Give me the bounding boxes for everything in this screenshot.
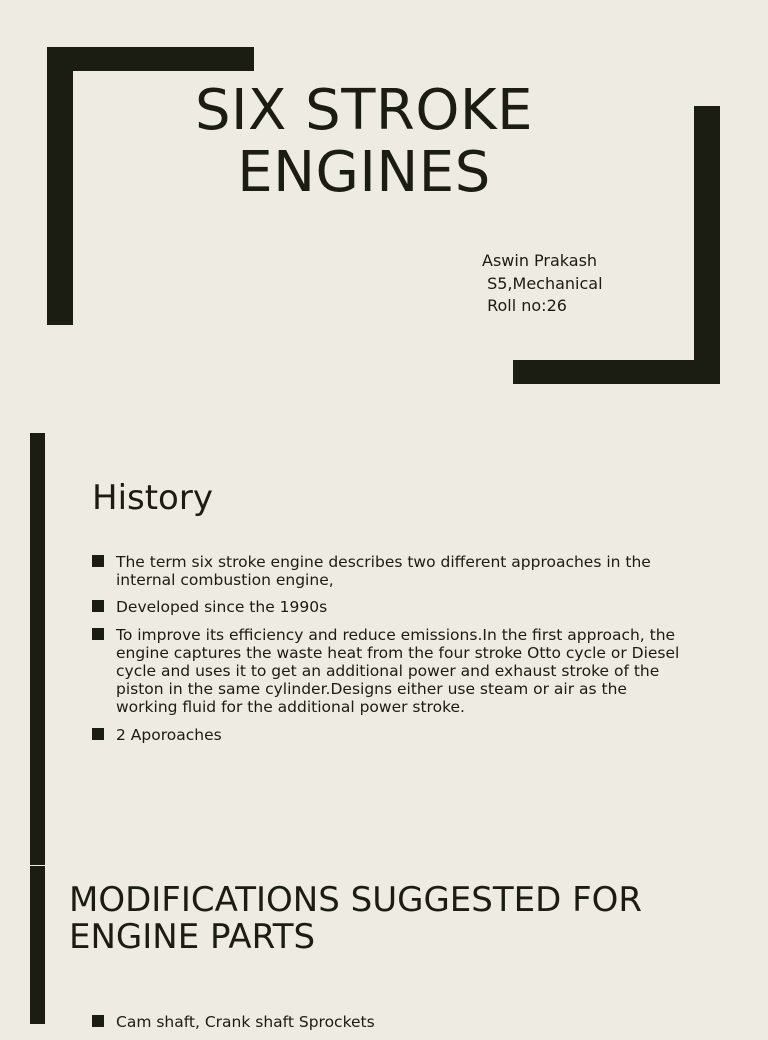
square-bullet-icon: [92, 1015, 104, 1027]
bullet-text: Cam shaft, Crank shaft Sprockets: [116, 1013, 375, 1031]
square-bullet-icon: [92, 555, 104, 567]
slide-title: [134, 80, 594, 204]
list-item: [92, 553, 682, 589]
list-item: [92, 726, 682, 744]
list-item: [92, 1013, 682, 1031]
frame-bottom-bar: [513, 360, 720, 384]
square-bullet-icon: [92, 728, 104, 740]
modifications-bullet-list: [92, 1013, 682, 1040]
title-line-1: SIX STROKE: [194, 78, 534, 143]
history-bullet-list: [92, 553, 682, 753]
author-roll: Roll no:26: [482, 296, 567, 315]
square-bullet-icon: [92, 600, 104, 612]
list-item: [92, 626, 682, 717]
bullet-text: To improve its efficiency and reduce emissions.In the first approach, the engine captures the waste heat from the four stroke Otto cycle or Diesel cycle and uses it to get an additional power and exhaust stroke of the piston in the same cylinder.Designs either use steam or air as the working fluid for the additional power stroke.: [116, 625, 680, 717]
frame-top-bar: [47, 47, 254, 71]
modifications-heading: MODIFICATIONS SUGGESTED FOR ENGINE PARTS: [69, 880, 643, 957]
title-slide: [0, 0, 768, 432]
list-item: [92, 598, 682, 616]
frame-right-bar: [694, 106, 720, 384]
title-line-2: ENGINES: [237, 140, 491, 205]
author-class: S5,Mechanical: [482, 273, 603, 293]
bullet-text: 2 Aporoaches: [116, 725, 222, 744]
accent-side-bar: [30, 866, 45, 1024]
bullet-text: The term six stroke engine describes two different approaches in the internal combustion engine,: [116, 553, 651, 590]
square-bullet-icon: [92, 628, 104, 640]
author-info: [482, 250, 603, 318]
frame-left-bar: [47, 47, 73, 325]
history-heading: History: [92, 478, 213, 518]
accent-side-bar: [30, 433, 45, 865]
bullet-text: Developed since the 1990s: [116, 598, 328, 617]
author-name: Aswin Prakash: [482, 251, 598, 270]
